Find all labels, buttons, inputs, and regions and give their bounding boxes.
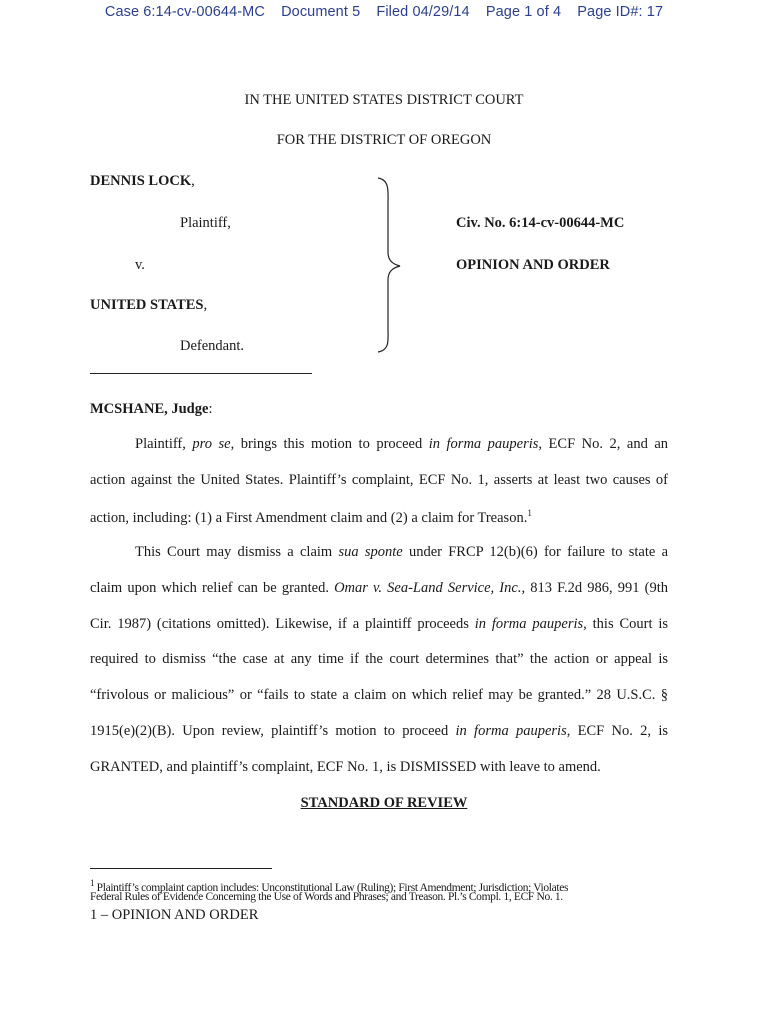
plaintiff-name: DENNIS LOCK (90, 173, 192, 189)
versus: v. (135, 257, 145, 273)
para2-line3: Cir. 1987) (citations omitted). Likewise, if a plaintiff proceeds in forma pauperis, this Court is (90, 616, 669, 632)
page-count: Page 1 of 4 (485, 4, 562, 20)
defendant-name-line: UNITED STATES, (90, 297, 208, 313)
caption-brace (372, 174, 408, 354)
court-district: FOR THE DISTRICT OF OREGON (276, 132, 492, 148)
caption-divider (90, 373, 312, 374)
para1-line1: Plaintiff, pro se, brings this motion to proceed in forma pauperis, ECF No. 2, and an (135, 436, 669, 452)
case-number: Case 6:14-cv-00644-MC (104, 4, 265, 20)
judge-line: MCSHANE, Judge: (90, 401, 213, 417)
footnote-divider (90, 868, 272, 869)
section-heading: STANDARD OF REVIEW (300, 795, 468, 811)
civil-case-number: Civ. No. 6:14-cv-00644-MC (456, 215, 625, 231)
para2-line2: claim upon which relief can be granted. Omar v. Sea-Land Service, Inc., 813 F.2d 986, 991 (9th (90, 580, 669, 596)
defendant-name: UNITED STATES (90, 297, 204, 313)
court-title: IN THE UNITED STATES DISTRICT COURT (244, 92, 524, 108)
page-id: Page ID#: 17 (577, 4, 664, 20)
defendant-role: Defendant. (180, 338, 245, 354)
document-number: Document 5 (281, 4, 361, 20)
footnote-line2: Federal Rules of Evidence Concerning the Use of Words and Phrases; and Treason. Pl.’s Compl. 1, ECF No. 1. (90, 891, 563, 903)
document-title: OPINION AND ORDER (456, 257, 610, 273)
plaintiff-role: Plaintiff, (180, 215, 231, 231)
filing-header (0, 4, 768, 20)
para1-line2: action against the United States. Plaintiff’s complaint, ECF No. 1, asserts at least two causes of (90, 472, 668, 488)
para1-line3: action, including: (1) a First Amendment claim and (2) a claim for Treason.$^1$ (90, 508, 532, 526)
para2-line6: 1915(e)(2)(B). Upon review, plaintiff’s motion to proceed in forma pauperis, ECF No. 2, is (90, 723, 668, 739)
footnote-line1: $^1$ Plaintiff’s complaint caption includes: Unconstitutional Law (Ruling); First Amendment; Jurisdiction; Violates (90, 878, 569, 894)
judge-name: MCSHANE, Judge (90, 401, 209, 417)
footnote-reference[interactable]: 1 (527, 508, 532, 518)
page-footer: 1 – OPINION AND ORDER (90, 907, 259, 923)
filed-date: Filed 04/29/14 (376, 4, 470, 20)
plaintiff-name-line: DENNIS LOCK, (90, 173, 195, 189)
para2-line7: GRANTED, and plaintiff’s complaint, ECF No. 1, is DISMISSED with leave to amend. (90, 759, 601, 775)
footnote-mark: 1 (90, 878, 95, 888)
para2-line5: “frivolous or malicious” or “fails to state a claim on which relief may be granted.” 28 U.S.C. § (90, 687, 668, 703)
para2-line1: This Court may dismiss a claim sua sponte under FRCP 12(b)(6) for failure to state a (135, 544, 669, 560)
para2-line4: required to dismiss “the case at any time if the court determines that” the action or appeal is (90, 651, 668, 667)
